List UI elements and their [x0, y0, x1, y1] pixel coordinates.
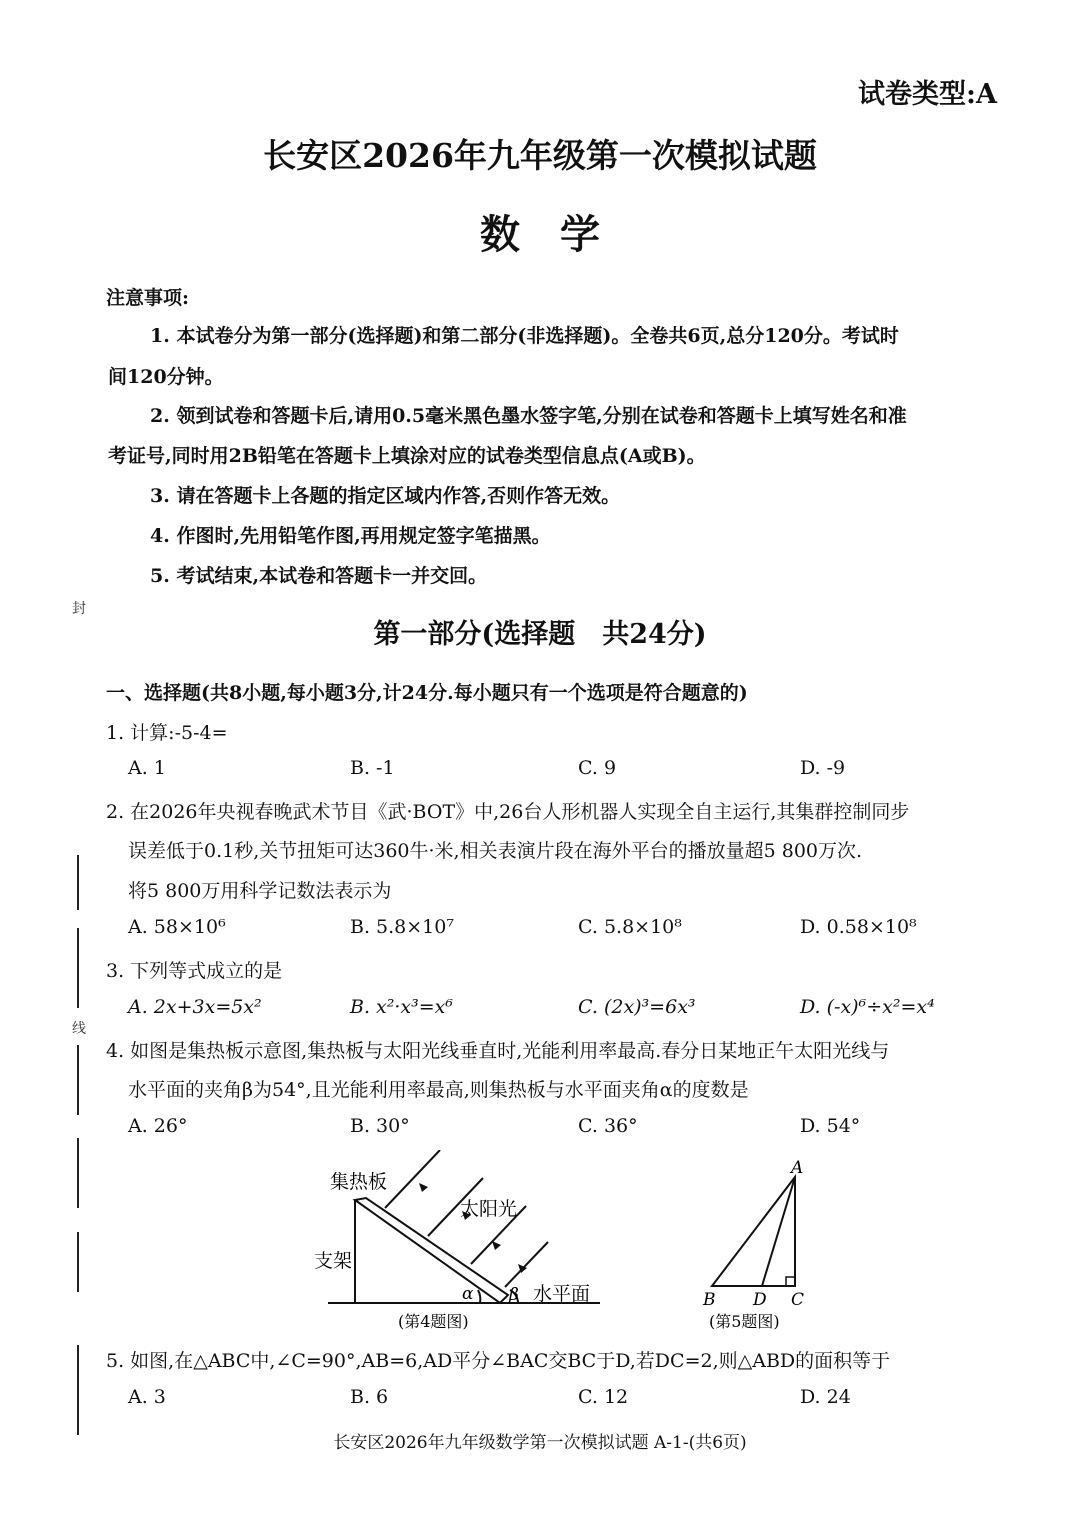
q5-option-d: D. 24 [800, 1386, 851, 1408]
question-5: 5. 如图,在△ABC中,∠C=90°,AB=6,AD平分∠BAC交BC于D,若DC=2,则△ABD的面积等于 [106, 1350, 891, 1372]
q2-option-a: A. 58×10⁶ [128, 916, 226, 938]
alpha-arc [478, 1290, 480, 1303]
subject-title: 数学 [480, 211, 640, 258]
q4-option-b: B. 30° [350, 1115, 410, 1137]
notice-heading: 注意事项: [106, 287, 190, 309]
q5-option-b: B. 6 [350, 1386, 389, 1408]
question-3: 3. 下列等式成立的是 [106, 960, 283, 982]
q5-option-c: C. 12 [578, 1386, 629, 1408]
figure-4-caption: (第4题图) [398, 1312, 469, 1331]
label-support: 支架 [314, 1250, 353, 1272]
binding-line [77, 1345, 79, 1435]
binding-line [77, 1232, 79, 1292]
question-4-line-1: 4. 如图是集热板示意图,集热板与太阳光线垂直时,光能利用率最高.春分日某地正午太阳光线与 [106, 1040, 890, 1062]
notice-item: 1. 本试卷分为第一部分(选择题)和第二部分(非选择题)。全卷共6页,总分120分。考试时 [150, 325, 899, 347]
label-ground: 水平面 [533, 1283, 591, 1305]
q2-option-c: C. 5.8×10⁸ [578, 916, 682, 938]
ray-arrow [419, 1183, 428, 1192]
question-2-line-1: 2. 在2026年央视春晚武术节目《武·BOT》中,26台人形机器人实现全自主运行,其集群控制同步 [106, 801, 910, 823]
page-footer: 长安区2026年九年级数学第一次模拟试题 A-1-(共6页) [333, 1433, 747, 1453]
figure-5-caption: (第5题图) [709, 1312, 780, 1331]
binding-line [77, 1138, 79, 1208]
q2-option-d: D. 0.58×10⁸ [800, 916, 917, 938]
q1-option-b: B. -1 [350, 757, 395, 779]
figure-4-solar-panel [300, 1150, 620, 1335]
q2-option-b: B. 5.8×10⁷ [350, 916, 454, 938]
margin-seal-mark: 封 [72, 601, 86, 617]
question-1: 1. 计算:-5-4= [106, 722, 228, 744]
sun-ray [385, 1150, 440, 1208]
notice-item: 2. 领到试卷和答题卡后,请用0.5毫米黑色墨水签字笔,分别在试卷和答题卡上填写姓名和准 [150, 405, 907, 427]
label-alpha: α [462, 1284, 474, 1304]
notice-item: 考证号,同时用2B铅笔在答题卡上填涂对应的试卷类型信息点(A或B)。 [108, 445, 706, 467]
notice-item: 5. 考试结束,本试卷和答题卡一并交回。 [150, 565, 488, 587]
question-2-line-3: 将5 800万用科学记数法表示为 [128, 880, 392, 902]
q1-option-c: C. 9 [578, 757, 617, 779]
binding-line [77, 1045, 79, 1115]
q3-option-c: C. (2x)³=6x³ [578, 996, 696, 1018]
q5-option-a: A. 3 [128, 1386, 166, 1408]
part1-instruction: 一、选择题(共8小题,每小题3分,计24分.每小题只有一个选项是符合题意的) [106, 682, 748, 704]
label-point-c: C [791, 1290, 805, 1310]
q1-option-d: D. -9 [800, 757, 846, 779]
label-point-a: A [791, 1158, 804, 1178]
question-2-line-2: 误差低于0.1秒,关节扭矩可达360牛·米,相关表演片段在海外平台的播放量超5 800万次. [128, 840, 863, 862]
binding-line [77, 855, 79, 910]
part1-title: 第一部分(选择题 共24分) [373, 619, 707, 650]
binding-line [77, 928, 79, 1008]
right-angle-mark [786, 1277, 795, 1286]
paper-type-label: 试卷类型:A [858, 79, 997, 110]
label-point-b: B [703, 1290, 716, 1310]
q4-option-c: C. 36° [578, 1115, 638, 1137]
exam-title: 长安区2026年九年级第一次模拟试题 [263, 136, 817, 175]
q3-option-d: D. (-x)⁶÷x²=x⁴ [800, 996, 935, 1018]
q3-option-b: B. x²·x³=x⁶ [350, 996, 453, 1018]
q4-option-a: A. 26° [128, 1115, 188, 1137]
label-point-d: D [753, 1290, 767, 1310]
ray-arrow [492, 1241, 501, 1250]
margin-line-mark: 线 [72, 1021, 86, 1037]
sun-ray [505, 1242, 548, 1287]
notice-item: 4. 作图时,先用铅笔作图,再用规定签字笔描黑。 [150, 525, 551, 547]
label-panel: 集热板 [330, 1171, 388, 1193]
q3-option-a: A. 2x+3x=5x² [128, 996, 262, 1018]
figure-5-triangle [695, 1155, 825, 1335]
triangle-abc [712, 1177, 795, 1286]
question-4-line-2: 水平面的夹角β为54°,且光能利用率最高,则集热板与水平面夹角α的度数是 [128, 1079, 749, 1101]
notice-item: 间120分钟。 [108, 366, 224, 388]
notice-item: 3. 请在答题卡上各题的指定区域内作答,否则作答无效。 [150, 485, 621, 507]
label-sun: 太阳光 [460, 1198, 518, 1220]
bisector-ad [762, 1177, 795, 1286]
q4-option-d: D. 54° [800, 1115, 861, 1137]
label-beta: β [509, 1285, 519, 1305]
q1-option-a: A. 1 [128, 757, 166, 779]
